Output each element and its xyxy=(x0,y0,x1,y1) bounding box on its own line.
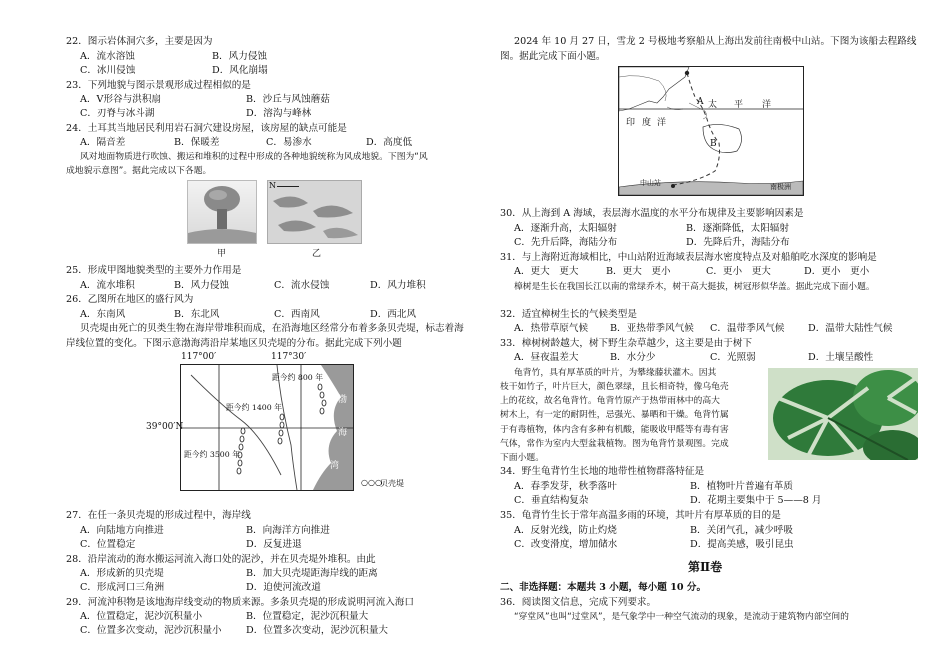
q33-option-d: D．土壤呈酸性 xyxy=(808,352,874,363)
q23-option-b: B．沙丘与风蚀蘑菇 xyxy=(246,94,330,105)
figure-jia-caption: 甲 xyxy=(217,249,227,259)
map-legend-text: 贝壳堤 xyxy=(380,479,404,488)
map-longitude-117-30: 117°30′ xyxy=(271,352,307,362)
shell-ridge-map xyxy=(180,364,354,491)
monstera-line2: 枝干如竹子，叶片巨大，颜色翠绿，且长相奇特，像乌龟壳 xyxy=(500,382,729,392)
q30-option-a: A．逐渐升高，太阳辐射 xyxy=(514,223,617,234)
sand-dunes-illustration xyxy=(268,181,361,243)
q29-option-c: C．位置多次变动，泥沙沉积量小 xyxy=(80,625,222,636)
q27-option-a: A．向陆地方向推进 xyxy=(80,525,164,536)
figure-yi-caption: 乙 xyxy=(312,249,322,259)
map-longitude-117-00: 117°00′ xyxy=(181,352,217,362)
q35-option-c: C．改变滑度，增加储水 xyxy=(514,539,618,550)
section-two-heading: 二、非选择题：本题共 3 小题，每小题 10 分。 xyxy=(500,582,707,593)
mushroom-rock-illustration xyxy=(188,181,256,243)
q33-option-b: B．水分少 xyxy=(610,352,656,363)
camphor-intro: 樟树是生长在我国长江以南的常绿乔木，树干高大挺拔，树冠形似华盖。据此完成下面小题。 xyxy=(514,282,875,292)
q23-stem: 23．下列地貌与图示景观形成过程相似的是 xyxy=(66,80,251,91)
q28-option-b: B．加大贝壳堤距海岸线的距离 xyxy=(246,568,378,579)
shell-intro-line1: 贝壳堤由死亡的贝类生物在海岸带堆积而成，在沿海地区经常分布着多条贝壳堤，标志着海 xyxy=(80,323,464,334)
q26-option-a: A．东南风 xyxy=(80,309,126,320)
q32-option-c: C．温带季风气候 xyxy=(710,323,785,334)
ocean-pacific-3: 洋 xyxy=(762,100,772,110)
q25-option-a: A．流水堆积 xyxy=(80,280,135,291)
q30-option-c: C．先升后降，海陆分布 xyxy=(514,237,618,248)
q25-option-b: B．风力侵蚀 xyxy=(174,280,230,291)
map-label-3500-years: 距今约 3500 年 xyxy=(184,450,240,459)
ship-intro-line2: 图。据此完成下面小题。 xyxy=(500,51,606,62)
map-label-hai: 海 xyxy=(338,428,348,438)
q28-option-c: C．形成河口三角洲 xyxy=(80,582,165,593)
ocean-indian-1: 印 xyxy=(626,118,636,128)
q32-option-a: A．热带草原气候 xyxy=(514,323,589,334)
ocean-pacific-2: 平 xyxy=(734,100,744,110)
q24-option-a: A．隔音差 xyxy=(80,137,126,148)
q23-option-d: D．溶沟与峰林 xyxy=(246,108,312,119)
wind-intro-line1: 风对地面物质进行吹蚀、搬运和堆积的过程中形成的各种地貌统称为风成地貌。下图为“风 xyxy=(80,152,428,162)
q34-option-c: C．垂直结构复杂 xyxy=(514,495,589,506)
q29-stem: 29．河流沖积物是该地海岸线变动的物质来源。多条贝壳堤的形成说明河流入海口 xyxy=(66,597,414,608)
ocean-indian-3: 洋 xyxy=(657,118,667,128)
q31-option-d: D．更小 更小 xyxy=(804,266,870,277)
q22-option-c: C．冰川侵蚀 xyxy=(80,65,136,76)
map-latitude-39n: 39°00′N xyxy=(146,422,184,432)
q28-stem: 28．沿岸流动的海水搬运河流入海口处的泥沙，并在贝壳堤外堆积。由此 xyxy=(66,554,376,565)
route-map xyxy=(618,66,804,196)
q22-stem: 22．图示岩体洞穴多，主要是因为 xyxy=(66,36,213,47)
q31-option-a: A．更大 更大 xyxy=(514,266,579,277)
q25-option-d: D．风力堆积 xyxy=(370,280,426,291)
q31-option-c: C．更小 更大 xyxy=(706,266,771,277)
q28-option-a: A．形成新的贝壳堤 xyxy=(80,568,164,579)
monstera-line1: 龟背竹，具有厚革质的叶片，为攀缘藤状灌木。因其 xyxy=(514,368,717,378)
q34-stem: 34．野生龟背竹生长地的地带性植物群落特征是 xyxy=(500,466,705,477)
q27-option-b: B．向海洋方向推进 xyxy=(246,525,330,536)
q34-option-d: D．花期主要集中于 5——8 月 xyxy=(690,495,822,506)
route-label-antarctica: 南极洲 xyxy=(770,183,791,191)
ocean-indian-2: 度 xyxy=(642,118,652,128)
q26-option-d: D．西北风 xyxy=(370,309,417,320)
q30-stem: 30．从上海到 A 海域，表层海水温度的水平分布规律及主要影响因素是 xyxy=(500,208,804,219)
q22-option-a: A．流水溶蚀 xyxy=(80,51,135,62)
ocean-pacific-1: 太 xyxy=(708,100,718,110)
q35-option-b: B．关闭气孔，减少呼吸 xyxy=(690,525,793,536)
q36-material-line1: “穿堂风”也叫“过堂风”，是气象学中一种空气流动的现象，是流动于建筑物内部空间的 xyxy=(514,612,849,622)
q34-option-a: A．春季发芽，秋季落叶 xyxy=(514,481,617,492)
q26-option-c: C．西南风 xyxy=(274,309,320,320)
map-label-wan: 湾 xyxy=(330,461,340,471)
monstera-line6: 气体，常作为室内大型盆栽植物。图为龟背竹景观图。完成 xyxy=(500,439,729,449)
q27-option-d: D．反复进退 xyxy=(246,539,302,550)
q26-stem: 26．乙图所在地区的盛行风为 xyxy=(66,294,194,305)
map-label-bo: 渤 xyxy=(338,395,348,405)
q30-option-d: D．先降后升，海陆分布 xyxy=(686,237,790,248)
q27-option-c: C．位置稳定 xyxy=(80,539,136,550)
q32-stem: 32．适宜樟树生长的气候类型是 xyxy=(500,309,637,320)
q33-stem: 33．樟树树龄越大，树下野生杂草越少，这主要是由于树下 xyxy=(500,338,753,349)
q35-stem: 35．龟背竹生长于常年高温多雨的环境，其叶片有厚革质的目的是 xyxy=(500,510,781,521)
q36-stem: 36．阅读图文信息，完成下列要求。 xyxy=(500,597,657,608)
q28-option-d: D．迫使河流改道 xyxy=(246,582,321,593)
q35-option-a: A．反射光线，防止灼烧 xyxy=(514,525,617,536)
route-label-zhongshan-station: 中山站 xyxy=(640,179,661,187)
part-ii-heading: 第Ⅱ卷 xyxy=(688,560,723,574)
q29-option-d: D．位置多次变动，泥沙沉积量大 xyxy=(246,625,389,636)
monstera-line5: 于有毒植物，体内含有多种有机酸，能吸收甲醛等有毒有害 xyxy=(500,425,729,435)
q33-option-c: C．光照弱 xyxy=(710,352,756,363)
ship-intro-line1: 2024 年 10 月 27 日，雪龙 2 号极地考察船从上海出发前往南极中山站。下图为该船去程路线 xyxy=(514,36,917,47)
mushroom-rock-photo xyxy=(187,180,257,244)
route-map-drawing xyxy=(619,67,803,195)
q24-stem: 24．土耳其当地居民利用岩石洞穴建设房屋，该房屋的缺点可能是 xyxy=(66,123,347,134)
shell-ridge-map-drawing xyxy=(181,365,353,490)
map-label-1400-years: 距今约 1400 年 xyxy=(226,403,282,412)
map-label-800-years: 距今约 800 年 xyxy=(272,373,324,382)
q35-option-d: D．提高美感，吸引昆虫 xyxy=(690,539,794,550)
q31-stem: 31．与上海附近海域相比，中山站附近海域表层海水密度特点及对船舶吃水深度的影响是 xyxy=(500,252,877,263)
q33-option-a: A．昼夜温差大 xyxy=(514,352,579,363)
shell-intro-line2: 岸线位置的变化。下图示意渤海湾沿岸某地区贝壳堤的分布。据此完成下列小题 xyxy=(66,338,402,349)
q23-option-c: C．刃脊与冰斗湖 xyxy=(80,108,155,119)
monstera-line4: 树木上，有一定的耐阴性，忌强光、暴晒和干燥。龟背竹属 xyxy=(500,410,729,420)
map-legend-shell-icon: ○○○ xyxy=(361,478,382,487)
q31-option-b: B．更大 更小 xyxy=(606,266,671,277)
route-point-a: A xyxy=(697,97,704,107)
q29-option-b: B．位置稳定，泥沙沉积量大 xyxy=(246,611,369,622)
north-arrow-label: N xyxy=(269,181,276,190)
q24-option-d: D．高度低 xyxy=(366,137,413,148)
monstera-photo xyxy=(768,368,918,460)
q24-option-c: C．易渗水 xyxy=(266,137,312,148)
monstera-line3: 上的花纹，故名龟背竹。龟背竹原产于热带雨林中的高大 xyxy=(500,396,720,406)
q24-option-b: B．保暖差 xyxy=(174,137,220,148)
q27-stem: 27．在任一条贝壳堤的形成过程中，海岸线 xyxy=(66,510,251,521)
q25-option-c: C．流水侵蚀 xyxy=(274,280,330,291)
q30-option-b: B．逐渐降低，太阳辐射 xyxy=(686,223,789,234)
q26-option-b: B．东北风 xyxy=(174,309,220,320)
q22-option-d: D．风化崩塌 xyxy=(212,65,268,76)
wind-intro-line2: 成地貌示意图”。据此完成以下各题。 xyxy=(66,166,212,176)
q23-option-a: A．V形谷与洪积扇 xyxy=(80,94,162,105)
monstera-line7: 下面小题。 xyxy=(500,453,544,463)
q32-option-b: B．亚热带季风气候 xyxy=(610,323,694,334)
q34-option-b: B．植物叶片普遍有革质 xyxy=(690,481,793,492)
route-point-b: B xyxy=(710,139,717,149)
monstera-leaf-illustration xyxy=(768,368,918,460)
sand-dunes-photo xyxy=(267,180,362,244)
north-arrow-icon xyxy=(277,186,299,187)
q32-option-d: D．温带大陆性气候 xyxy=(808,323,893,334)
q29-option-a: A．位置稳定，泥沙沉积量小 xyxy=(80,611,203,622)
q25-stem: 25．形成甲图地貌类型的主要外力作用是 xyxy=(66,265,242,276)
q22-option-b: B．风力侵蚀 xyxy=(212,51,268,62)
